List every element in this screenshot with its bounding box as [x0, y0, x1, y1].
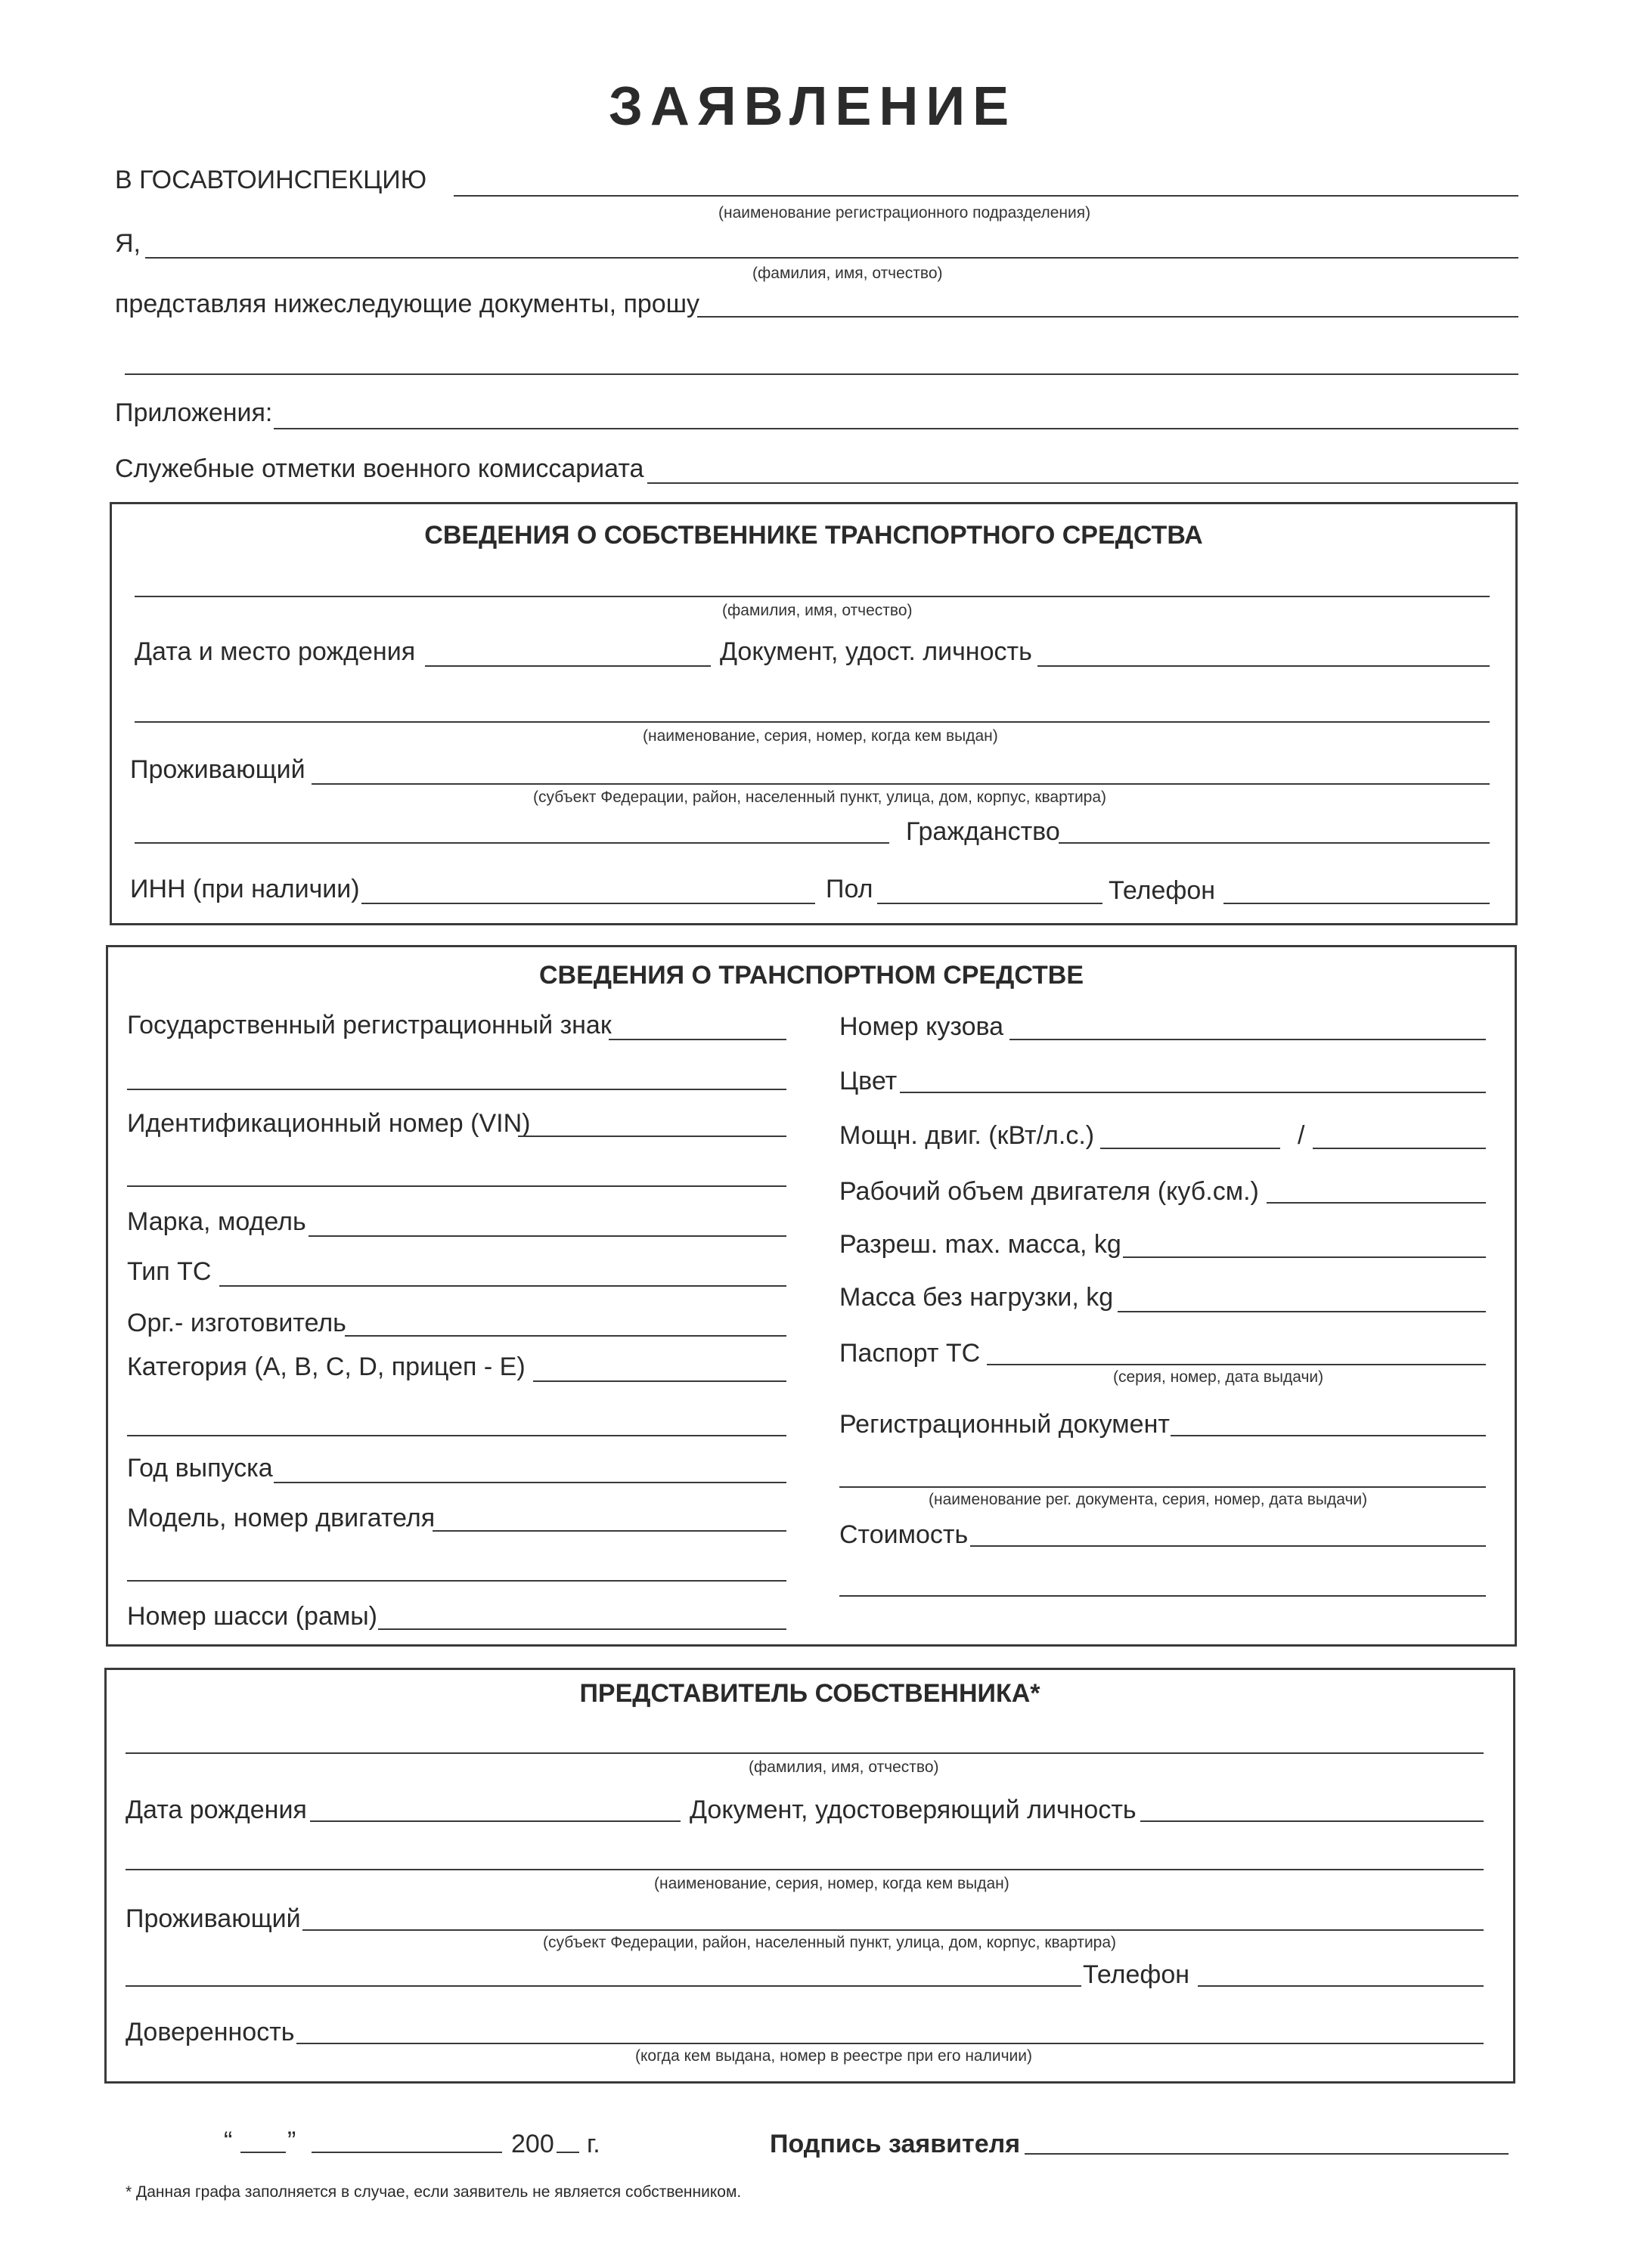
request-input-line-1[interactable] — [697, 316, 1518, 318]
request-label: представляя нижеследующие документы, прошу — [115, 290, 699, 318]
rep-proxy-label: Доверенность — [126, 2018, 295, 2046]
date-year-line[interactable] — [557, 2152, 579, 2153]
request-input-line-2[interactable] — [125, 373, 1518, 375]
owner-id-doc-line[interactable] — [1037, 665, 1490, 667]
owner-heading: СВЕДЕНИЯ О СОБСТВЕННИКЕ ТРАНСПОРТНОГО СРЕДСТВА — [424, 521, 1203, 550]
reg-sign-line[interactable] — [609, 1039, 786, 1040]
passport-label: Паспорт ТС — [839, 1339, 981, 1368]
owner-id-doc-label: Документ, удост. личность — [720, 637, 1032, 666]
vin-line[interactable] — [518, 1136, 786, 1137]
vehicle-section — [106, 945, 1517, 1647]
make-model-label: Марка, модель — [127, 1207, 306, 1236]
reg-sign-label: Государственный регистрационный знак — [127, 1011, 612, 1040]
date-quote-open: “ — [224, 2127, 233, 2155]
vin-line-2[interactable] — [127, 1185, 786, 1187]
vehicle-heading: СВЕДЕНИЯ О ТРАНСПОРТНОМ СРЕДСТВЕ — [538, 961, 1084, 990]
max-mass-line[interactable] — [1123, 1256, 1486, 1258]
owner-residing-label: Проживающий — [130, 755, 305, 784]
gai-label: В ГОСАВТОИНСПЕКЦИЮ — [115, 166, 427, 194]
curb-mass-label: Масса без нагрузки, kg — [839, 1283, 1114, 1312]
cost-line-2[interactable] — [839, 1595, 1486, 1597]
displacement-label: Рабочий объем двигателя (куб.см.) — [839, 1177, 1259, 1206]
owner-birth-label: Дата и место рождения — [135, 637, 416, 666]
date-month-line[interactable] — [312, 2152, 502, 2153]
max-mass-label: Разреш. max. масса, kg — [839, 1230, 1121, 1259]
make-model-line[interactable] — [309, 1235, 786, 1237]
rep-proxy-caption: (когда кем выдана, номер в реестре при его наличии) — [635, 2047, 1032, 2065]
owner-sex-line[interactable] — [877, 903, 1102, 904]
passport-line[interactable] — [987, 1364, 1486, 1365]
fio-caption: (фамилия, имя, отчество) — [752, 265, 943, 282]
gai-caption: (наименование регистрационного подразделения) — [718, 204, 1091, 222]
power-separator: / — [1298, 1121, 1305, 1150]
date-year-prefix: 200 — [511, 2130, 554, 2158]
category-label: Категория (A, B, C, D, прицеп - E) — [127, 1352, 526, 1381]
rep-residing-label: Проживающий — [126, 1904, 301, 1933]
owner-section — [110, 502, 1518, 925]
rep-birth-label: Дата рождения — [126, 1796, 307, 1824]
rep-phone-line[interactable] — [1198, 1985, 1484, 1987]
owner-doc-line[interactable] — [135, 721, 1490, 723]
page-title: ЗАЯВЛЕНИЕ — [608, 76, 1017, 137]
year-label: Год выпуска — [127, 1454, 273, 1483]
year-line[interactable] — [274, 1482, 786, 1483]
reg-doc-caption: (наименование рег. документа, серия, номер, дата выдачи) — [929, 1491, 1368, 1508]
reg-doc-line[interactable] — [1171, 1435, 1486, 1436]
manufacturer-line[interactable] — [345, 1335, 786, 1337]
color-line[interactable] — [900, 1092, 1486, 1093]
cost-line[interactable] — [970, 1545, 1486, 1547]
owner-address-line-2[interactable] — [135, 842, 889, 844]
military-input-line[interactable] — [647, 482, 1518, 484]
owner-residing-line[interactable] — [312, 783, 1490, 785]
body-no-line[interactable] — [1009, 1039, 1486, 1040]
owner-phone-line[interactable] — [1223, 903, 1490, 904]
owner-sex-label: Пол — [826, 875, 873, 903]
owner-birth-line[interactable] — [425, 665, 711, 667]
owner-address-caption: (субъект Федерации, район, населенный пункт, улица, дом, корпус, квартира) — [533, 789, 1107, 806]
signature-line[interactable] — [1025, 2153, 1509, 2155]
date-quote-close: ” — [287, 2127, 296, 2155]
rep-address-line-2[interactable] — [126, 1985, 1081, 1987]
category-line[interactable] — [533, 1380, 786, 1382]
color-label: Цвет — [839, 1067, 898, 1095]
owner-citizenship-label: Гражданство — [906, 817, 1060, 846]
rep-id-doc-line[interactable] — [1140, 1820, 1484, 1822]
engine-label: Модель, номер двигателя — [127, 1504, 436, 1532]
ya-label: Я, — [115, 229, 141, 258]
power-hp-line[interactable] — [1313, 1148, 1486, 1149]
fio-input-line[interactable] — [145, 257, 1518, 259]
category-line-2[interactable] — [127, 1435, 786, 1436]
displacement-line[interactable] — [1267, 1202, 1486, 1204]
reg-doc-label: Регистрационный документ — [839, 1410, 1170, 1439]
reg-doc-line-2[interactable] — [839, 1486, 1486, 1488]
owner-citizenship-line[interactable] — [1059, 842, 1490, 844]
owner-doc-caption: (наименование, серия, номер, когда кем выдан) — [643, 727, 998, 745]
chassis-label: Номер шасси (рамы) — [127, 1602, 378, 1631]
owner-fio-line[interactable] — [135, 596, 1490, 597]
reg-sign-line-2[interactable] — [127, 1089, 786, 1090]
date-day-line[interactable] — [240, 2152, 286, 2153]
rep-proxy-line[interactable] — [296, 2043, 1484, 2044]
signature-label: Подпись заявителя — [770, 2130, 1021, 2158]
representative-heading: ПРЕДСТАВИТЕЛЬ СОБСТВЕННИКА* — [579, 1679, 1040, 1708]
vehicle-type-line[interactable] — [219, 1285, 786, 1287]
footnote: * Данная графа заполняется в случае, если заявитель не является собственником. — [126, 2183, 742, 2201]
military-label: Служебные отметки военного комиссариата — [115, 454, 644, 483]
owner-inn-line[interactable] — [361, 903, 815, 904]
rep-birth-line[interactable] — [310, 1820, 681, 1822]
owner-phone-label: Телефон — [1109, 876, 1216, 905]
passport-caption: (серия, номер, дата выдачи) — [1113, 1368, 1324, 1386]
cost-label: Стоимость — [839, 1520, 969, 1549]
chassis-line[interactable] — [378, 1628, 786, 1630]
attachments-label: Приложения: — [115, 398, 273, 427]
rep-address-caption: (субъект Федерации, район, населенный пункт, улица, дом, корпус, квартира) — [543, 1934, 1117, 1951]
rep-doc-line[interactable] — [126, 1869, 1484, 1870]
curb-mass-line[interactable] — [1118, 1311, 1486, 1312]
vehicle-type-label: Тип ТС — [127, 1257, 212, 1286]
attachments-input-line[interactable] — [274, 428, 1518, 429]
rep-residing-line[interactable] — [302, 1929, 1484, 1931]
rep-phone-label: Телефон — [1083, 1960, 1190, 1989]
power-label: Мощн. двиг. (кВт/л.с.) — [839, 1121, 1095, 1150]
rep-fio-line[interactable] — [126, 1752, 1484, 1754]
rep-id-doc-label: Документ, удостоверяющий личность — [690, 1796, 1137, 1824]
owner-inn-label: ИНН (при наличии) — [130, 875, 360, 903]
power-kw-line[interactable] — [1100, 1148, 1280, 1149]
engine-line-2[interactable] — [127, 1580, 786, 1582]
rep-fio-caption: (фамилия, имя, отчество) — [749, 1758, 939, 1776]
engine-line[interactable] — [433, 1530, 786, 1532]
date-year-suffix: г. — [587, 2130, 600, 2158]
rep-doc-caption: (наименование, серия, номер, когда кем выдан) — [654, 1875, 1009, 1892]
owner-fio-caption: (фамилия, имя, отчество) — [722, 602, 913, 619]
vin-label: Идентификационный номер (VIN) — [127, 1109, 531, 1138]
gai-input-line[interactable] — [454, 195, 1518, 197]
body-no-label: Номер кузова — [839, 1012, 1004, 1041]
manufacturer-label: Орг.- изготовитель — [127, 1309, 346, 1337]
